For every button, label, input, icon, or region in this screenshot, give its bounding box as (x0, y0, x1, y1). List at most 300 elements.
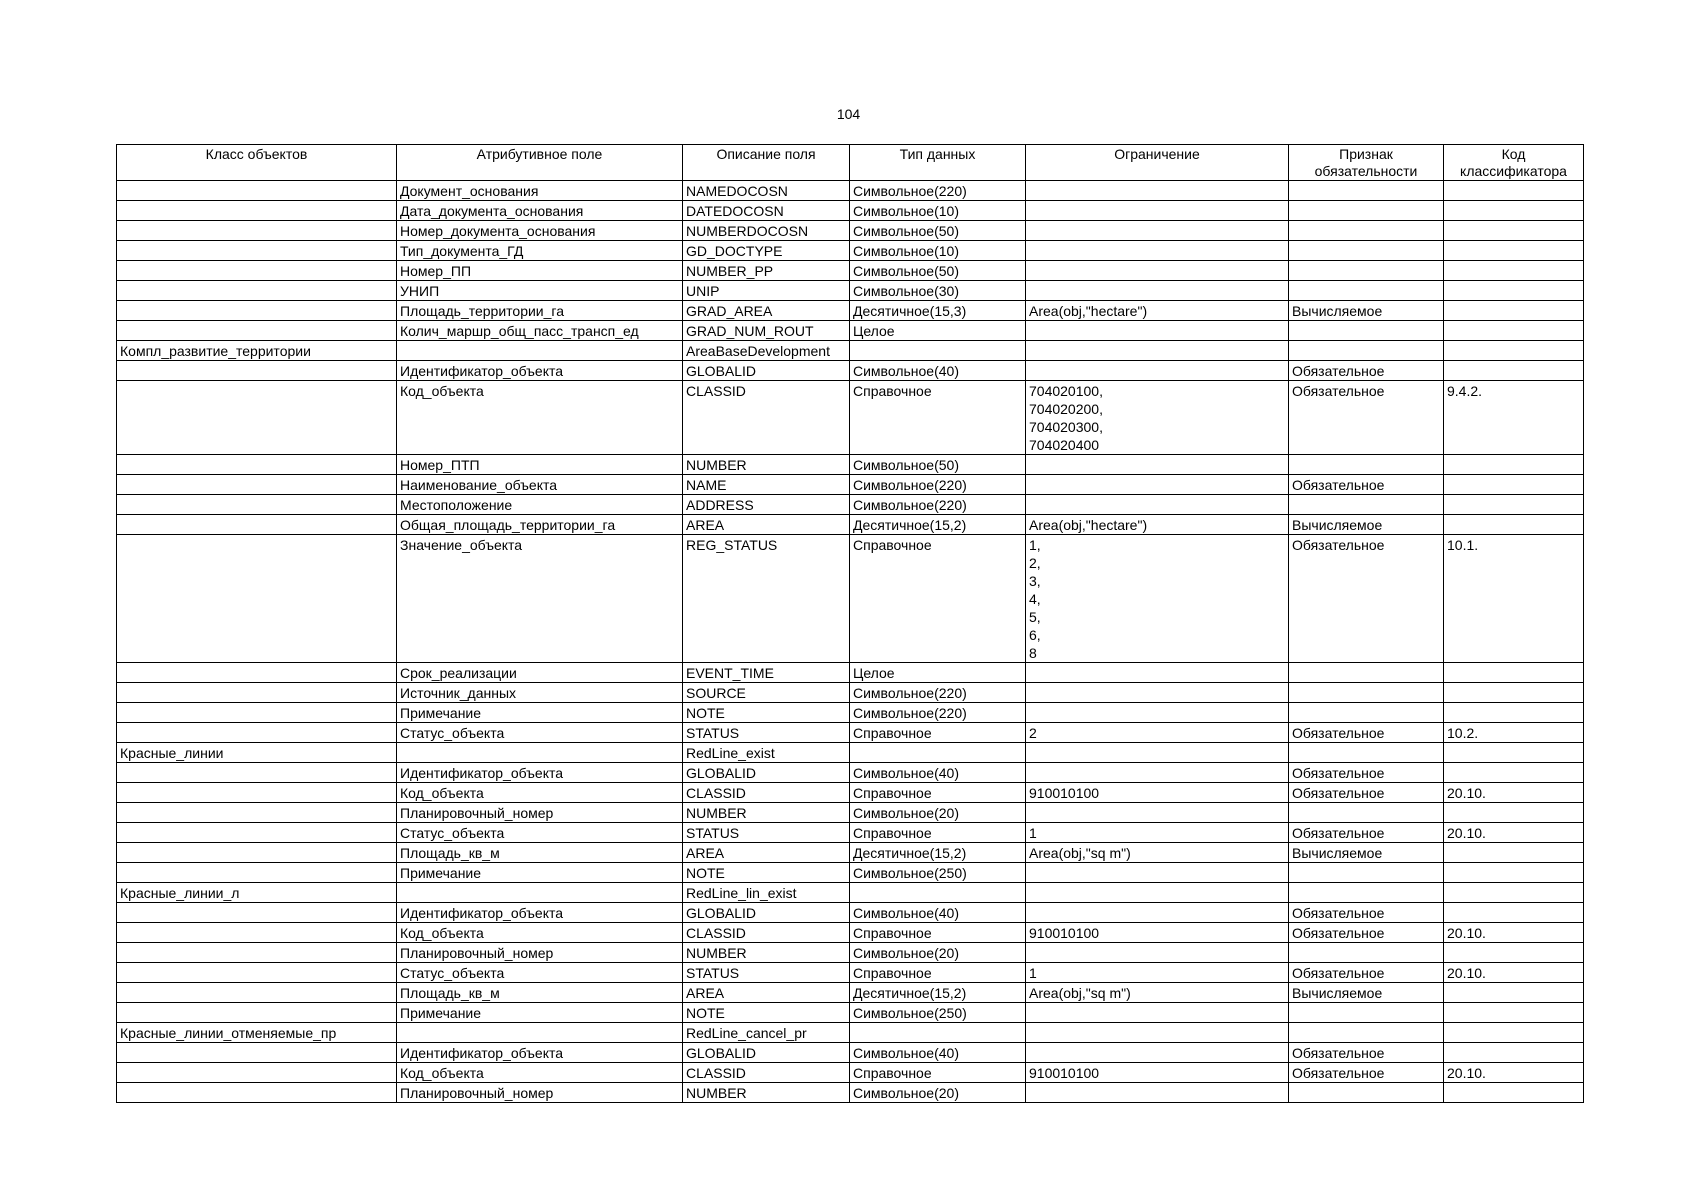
constraint-cell (1026, 943, 1289, 963)
mandatory-flag-cell: Обязательное (1289, 783, 1444, 803)
data-type-cell: Десятичное(15,3) (850, 301, 1026, 321)
mandatory-flag-cell (1289, 1083, 1444, 1103)
table-row (117, 261, 1584, 281)
field-description-cell: CLASSID (683, 783, 850, 803)
field-description-cell: GRAD_AREA (683, 301, 850, 321)
mandatory-flag-cell (1289, 281, 1444, 301)
attribute-field-cell: Площадь_территории_га (397, 301, 683, 321)
classifier-code-cell (1444, 241, 1584, 261)
mandatory-flag-cell (1289, 663, 1444, 683)
constraint-cell (1026, 683, 1289, 703)
table-row (117, 361, 1584, 381)
attribute-field-cell: Примечание (397, 1003, 683, 1023)
classifier-code-cell: 10.1. (1444, 535, 1584, 663)
constraint-cell (1026, 903, 1289, 923)
data-type-cell: Символьное(40) (850, 903, 1026, 923)
data-type-cell: Символьное(220) (850, 683, 1026, 703)
constraint-cell (1026, 743, 1289, 763)
mandatory-flag-cell (1289, 241, 1444, 261)
table-row (117, 983, 1584, 1003)
field-description-cell: STATUS (683, 723, 850, 743)
table-row (117, 843, 1584, 863)
field-description-cell: NAMEDOCOSN (683, 181, 850, 201)
data-type-cell (850, 341, 1026, 361)
field-description-cell: NUMBER (683, 803, 850, 823)
constraint-cell (1026, 201, 1289, 221)
attribute-field-cell: Код_объекта (397, 1063, 683, 1083)
data-type-cell: Символьное(10) (850, 241, 1026, 261)
object-class-cell (117, 1003, 397, 1023)
classifier-code-cell (1444, 743, 1584, 763)
mandatory-flag-cell (1289, 455, 1444, 475)
constraint-cell (1026, 321, 1289, 341)
data-type-cell: Символьное(40) (850, 361, 1026, 381)
field-description-cell: CLASSID (683, 1063, 850, 1083)
attribute-field-cell: Планировочный_номер (397, 943, 683, 963)
object-class-cell (117, 361, 397, 381)
table-row (117, 535, 1584, 663)
object-class-cell (117, 261, 397, 281)
constraint-cell: Area(obj,"hectare") (1026, 301, 1289, 321)
mandatory-flag-cell: Обязательное (1289, 535, 1444, 663)
field-description-cell: CLASSID (683, 381, 850, 455)
table-row (117, 863, 1584, 883)
constraint-cell: Area(obj,"hectare") (1026, 515, 1289, 535)
attribute-field-cell: Площадь_кв_м (397, 843, 683, 863)
constraint-cell: Area(obj,"sq m") (1026, 983, 1289, 1003)
data-type-cell (850, 1023, 1026, 1043)
table-row (117, 663, 1584, 683)
data-type-cell: Справочное (850, 535, 1026, 663)
mandatory-flag-cell: Обязательное (1289, 1043, 1444, 1063)
object-class-cell (117, 903, 397, 923)
constraint-cell: Area(obj,"sq m") (1026, 843, 1289, 863)
classifier-code-cell (1444, 515, 1584, 535)
page-number: 104 (836, 106, 861, 122)
table-row (117, 783, 1584, 803)
object-class-cell (117, 221, 397, 241)
mandatory-flag-cell (1289, 683, 1444, 703)
field-description-cell: AREA (683, 515, 850, 535)
field-description-cell: AreaBaseDevelopment (683, 341, 850, 361)
field-description-cell: GLOBALID (683, 1043, 850, 1063)
constraint-cell: 1 (1026, 823, 1289, 843)
table-row (117, 495, 1584, 515)
field-description-cell: CLASSID (683, 923, 850, 943)
object-class-cell (117, 803, 397, 823)
object-class-cell (117, 535, 397, 663)
object-class-cell (117, 381, 397, 455)
field-description-cell: STATUS (683, 823, 850, 843)
attribute-field-cell: Планировочный_номер (397, 803, 683, 823)
object-class-cell: Компл_развитие_территории (117, 341, 397, 361)
field-description-cell: GLOBALID (683, 763, 850, 783)
mandatory-flag-cell (1289, 261, 1444, 281)
data-type-cell: Справочное (850, 381, 1026, 455)
field-description-cell: ADDRESS (683, 495, 850, 515)
constraint-cell (1026, 1083, 1289, 1103)
mandatory-flag-cell (1289, 1023, 1444, 1043)
object-class-cell (117, 843, 397, 863)
data-type-cell: Справочное (850, 963, 1026, 983)
constraint-cell (1026, 281, 1289, 301)
mandatory-flag-cell: Обязательное (1289, 923, 1444, 943)
classifier-code-cell: 9.4.2. (1444, 381, 1584, 455)
attribute-field-cell: Номер_документа_основания (397, 221, 683, 241)
attribute-field-cell: Статус_объекта (397, 823, 683, 843)
object-class-cell (117, 703, 397, 723)
table-header-row (117, 145, 1584, 181)
mandatory-flag-cell (1289, 883, 1444, 903)
attribute-field-cell: Примечание (397, 703, 683, 723)
classifier-code-cell (1444, 261, 1584, 281)
constraint-cell (1026, 1003, 1289, 1023)
attribute-field-cell: Идентификатор_объекта (397, 903, 683, 923)
field-description-cell: NUMBER (683, 943, 850, 963)
classifier-code-cell (1444, 703, 1584, 723)
field-description-cell: GLOBALID (683, 903, 850, 923)
table-body (117, 181, 1584, 1103)
constraint-cell (1026, 495, 1289, 515)
header-attribute-field: Атрибутивное поле (397, 145, 683, 181)
object-class-cell: Красные_линии (117, 743, 397, 763)
field-description-cell: RedLine_lin_exist (683, 883, 850, 903)
classifier-code-cell (1444, 181, 1584, 201)
object-class-cell: Красные_линии_л (117, 883, 397, 903)
object-class-cell (117, 495, 397, 515)
table-row (117, 1083, 1584, 1103)
constraint-cell (1026, 241, 1289, 261)
mandatory-flag-cell (1289, 221, 1444, 241)
mandatory-flag-cell (1289, 321, 1444, 341)
constraint-cell (1026, 1043, 1289, 1063)
field-description-cell: NOTE (683, 1003, 850, 1023)
field-description-cell: GLOBALID (683, 361, 850, 381)
classifier-code-cell (1444, 803, 1584, 823)
classifier-code-cell (1444, 361, 1584, 381)
classifier-code-cell (1444, 475, 1584, 495)
data-type-cell: Символьное(220) (850, 703, 1026, 723)
classifier-code-cell (1444, 301, 1584, 321)
object-class-cell (117, 455, 397, 475)
attribute-field-cell (397, 341, 683, 361)
header-field-description: Описание поля (683, 145, 850, 181)
classifier-code-cell (1444, 903, 1584, 923)
classifier-code-cell (1444, 1003, 1584, 1023)
mandatory-flag-cell (1289, 1003, 1444, 1023)
field-description-cell: NOTE (683, 703, 850, 723)
mandatory-flag-cell: Вычисляемое (1289, 983, 1444, 1003)
table-row (117, 743, 1584, 763)
constraint-cell: 704020100, 704020200, 704020300, 704020400 (1026, 381, 1289, 455)
classifier-code-cell (1444, 943, 1584, 963)
classifier-code-cell: 20.10. (1444, 823, 1584, 843)
data-type-cell: Десятичное(15,2) (850, 983, 1026, 1003)
object-class-cell (117, 475, 397, 495)
header-object-class: Класс объектов (117, 145, 397, 181)
constraint-cell (1026, 341, 1289, 361)
attributes-table (116, 144, 1584, 1103)
constraint-cell: 2 (1026, 723, 1289, 743)
data-type-cell: Символьное(40) (850, 1043, 1026, 1063)
data-type-cell: Целое (850, 321, 1026, 341)
data-type-cell: Символьное(20) (850, 803, 1026, 823)
table-row (117, 201, 1584, 221)
object-class-cell (117, 301, 397, 321)
attribute-field-cell: Код_объекта (397, 381, 683, 455)
object-class-cell (117, 281, 397, 301)
table-row (117, 1003, 1584, 1023)
attribute-field-cell: Код_объекта (397, 783, 683, 803)
object-class-cell (117, 963, 397, 983)
attribute-field-cell: Идентификатор_объекта (397, 361, 683, 381)
mandatory-flag-cell (1289, 743, 1444, 763)
classifier-code-cell (1444, 663, 1584, 683)
table-row (117, 241, 1584, 261)
classifier-code-cell (1444, 863, 1584, 883)
table-row (117, 181, 1584, 201)
classifier-code-cell (1444, 341, 1584, 361)
classifier-code-cell: 10.2. (1444, 723, 1584, 743)
classifier-code-cell (1444, 1083, 1584, 1103)
table-row (117, 923, 1584, 943)
constraint-cell (1026, 261, 1289, 281)
data-type-cell: Символьное(250) (850, 1003, 1026, 1023)
data-type-cell: Символьное(40) (850, 763, 1026, 783)
field-description-cell: REG_STATUS (683, 535, 850, 663)
object-class-cell (117, 783, 397, 803)
object-class-cell (117, 1083, 397, 1103)
constraint-cell (1026, 663, 1289, 683)
object-class-cell (117, 1063, 397, 1083)
table-row (117, 723, 1584, 743)
data-type-cell (850, 743, 1026, 763)
field-description-cell: NAME (683, 475, 850, 495)
field-description-cell: NUMBERDOCOSN (683, 221, 850, 241)
mandatory-flag-cell (1289, 803, 1444, 823)
mandatory-flag-cell (1289, 181, 1444, 201)
field-description-cell: DATEDOCOSN (683, 201, 850, 221)
data-type-cell: Десятичное(15,2) (850, 515, 1026, 535)
object-class-cell (117, 663, 397, 683)
data-type-cell: Символьное(20) (850, 943, 1026, 963)
field-description-cell: NUMBER (683, 1083, 850, 1103)
table-row (117, 281, 1584, 301)
data-type-cell: Справочное (850, 823, 1026, 843)
attribute-field-cell: Тип_документа_ГД (397, 241, 683, 261)
table-row (117, 321, 1584, 341)
field-description-cell: RedLine_cancel_pr (683, 1023, 850, 1043)
attribute-field-cell (397, 883, 683, 903)
object-class-cell (117, 321, 397, 341)
classifier-code-cell (1444, 321, 1584, 341)
attribute-field-cell: Срок_реализации (397, 663, 683, 683)
classifier-code-cell (1444, 455, 1584, 475)
attribute-field-cell: Площадь_кв_м (397, 983, 683, 1003)
classifier-code-cell (1444, 201, 1584, 221)
constraint-cell (1026, 863, 1289, 883)
header-data-type: Тип данных (850, 145, 1026, 181)
attribute-field-cell: Идентификатор_объекта (397, 1043, 683, 1063)
constraint-cell: 910010100 (1026, 1063, 1289, 1083)
classifier-code-cell (1444, 495, 1584, 515)
header-classifier-code: Код классификатора (1444, 145, 1584, 181)
attribute-field-cell: Номер_ПТП (397, 455, 683, 475)
constraint-cell (1026, 1023, 1289, 1043)
mandatory-flag-cell (1289, 201, 1444, 221)
object-class-cell (117, 983, 397, 1003)
object-class-cell (117, 823, 397, 843)
attribute-field-cell: Идентификатор_объекта (397, 763, 683, 783)
classifier-code-cell (1444, 683, 1584, 703)
field-description-cell: GD_DOCTYPE (683, 241, 850, 261)
field-description-cell: STATUS (683, 963, 850, 983)
data-type-cell: Символьное(10) (850, 201, 1026, 221)
classifier-code-cell (1444, 763, 1584, 783)
field-description-cell: EVENT_TIME (683, 663, 850, 683)
data-type-cell: Символьное(50) (850, 221, 1026, 241)
data-type-cell: Символьное(50) (850, 455, 1026, 475)
attribute-field-cell: Источник_данных (397, 683, 683, 703)
field-description-cell: GRAD_NUM_ROUT (683, 321, 850, 341)
attribute-field-cell: Значение_объекта (397, 535, 683, 663)
object-class-cell: Красные_линии_отменяемые_пр (117, 1023, 397, 1043)
field-description-cell: UNIP (683, 281, 850, 301)
table-row (117, 341, 1584, 361)
object-class-cell (117, 1043, 397, 1063)
constraint-cell (1026, 703, 1289, 723)
attribute-field-cell: Местоположение (397, 495, 683, 515)
object-class-cell (117, 923, 397, 943)
attribute-field-cell: Номер_ПП (397, 261, 683, 281)
constraint-cell: 1, 2, 3, 4, 5, 6, 8 (1026, 535, 1289, 663)
table-row (117, 1023, 1584, 1043)
table-row (117, 883, 1584, 903)
table-row (117, 943, 1584, 963)
data-type-cell: Символьное(20) (850, 1083, 1026, 1103)
table-row (117, 763, 1584, 783)
mandatory-flag-cell: Обязательное (1289, 1063, 1444, 1083)
table-row (117, 963, 1584, 983)
object-class-cell (117, 863, 397, 883)
field-description-cell: NOTE (683, 863, 850, 883)
mandatory-flag-cell: Обязательное (1289, 823, 1444, 843)
constraint-cell (1026, 475, 1289, 495)
attribute-field-cell: Примечание (397, 863, 683, 883)
constraint-cell (1026, 181, 1289, 201)
classifier-code-cell (1444, 221, 1584, 241)
table-row (117, 515, 1584, 535)
mandatory-flag-cell (1289, 943, 1444, 963)
table-row (117, 301, 1584, 321)
attribute-field-cell (397, 1023, 683, 1043)
mandatory-flag-cell (1289, 703, 1444, 723)
table-row (117, 475, 1584, 495)
data-type-cell: Целое (850, 663, 1026, 683)
constraint-cell (1026, 803, 1289, 823)
constraint-cell: 910010100 (1026, 923, 1289, 943)
classifier-code-cell (1444, 843, 1584, 863)
data-type-cell: Символьное(50) (850, 261, 1026, 281)
mandatory-flag-cell: Обязательное (1289, 903, 1444, 923)
attribute-field-cell: Статус_объекта (397, 723, 683, 743)
mandatory-flag-cell: Вычисляемое (1289, 843, 1444, 863)
mandatory-flag-cell: Обязательное (1289, 723, 1444, 743)
constraint-cell: 910010100 (1026, 783, 1289, 803)
table-row (117, 703, 1584, 723)
mandatory-flag-cell: Обязательное (1289, 963, 1444, 983)
attribute-field-cell: Документ_основания (397, 181, 683, 201)
data-type-cell: Десятичное(15,2) (850, 843, 1026, 863)
table-row (117, 1043, 1584, 1063)
data-type-cell: Символьное(220) (850, 475, 1026, 495)
header-constraint: Ограничение (1026, 145, 1289, 181)
data-type-cell: Справочное (850, 923, 1026, 943)
table-row (117, 381, 1584, 455)
attribute-field-cell: Статус_объекта (397, 963, 683, 983)
table-row (117, 823, 1584, 843)
constraint-cell: 1 (1026, 963, 1289, 983)
object-class-cell (117, 201, 397, 221)
constraint-cell (1026, 883, 1289, 903)
mandatory-flag-cell: Вычисляемое (1289, 515, 1444, 535)
constraint-cell (1026, 221, 1289, 241)
field-description-cell: NUMBER (683, 455, 850, 475)
table-row (117, 1063, 1584, 1083)
data-type-cell: Справочное (850, 783, 1026, 803)
classifier-code-cell (1444, 1043, 1584, 1063)
object-class-cell (117, 723, 397, 743)
attribute-field-cell: Код_объекта (397, 923, 683, 943)
mandatory-flag-cell (1289, 341, 1444, 361)
data-type-cell: Символьное(220) (850, 181, 1026, 201)
attribute-field-cell: Наименование_объекта (397, 475, 683, 495)
data-type-cell (850, 883, 1026, 903)
field-description-cell: NUMBER_PP (683, 261, 850, 281)
object-class-cell (117, 515, 397, 535)
attribute-field-cell: Колич_маршр_общ_пасс_трансп_ед (397, 321, 683, 341)
object-class-cell (117, 181, 397, 201)
mandatory-flag-cell: Обязательное (1289, 381, 1444, 455)
constraint-cell (1026, 361, 1289, 381)
mandatory-flag-cell (1289, 495, 1444, 515)
data-type-cell: Символьное(30) (850, 281, 1026, 301)
mandatory-flag-cell: Вычисляемое (1289, 301, 1444, 321)
data-type-cell: Справочное (850, 1063, 1026, 1083)
classifier-code-cell: 20.10. (1444, 1063, 1584, 1083)
table-row (117, 455, 1584, 475)
mandatory-flag-cell: Обязательное (1289, 763, 1444, 783)
mandatory-flag-cell (1289, 863, 1444, 883)
object-class-cell (117, 241, 397, 261)
object-class-cell (117, 943, 397, 963)
attribute-field-cell: Планировочный_номер (397, 1083, 683, 1103)
field-description-cell: SOURCE (683, 683, 850, 703)
table-row (117, 221, 1584, 241)
constraint-cell (1026, 455, 1289, 475)
attribute-field-cell (397, 743, 683, 763)
classifier-code-cell (1444, 883, 1584, 903)
field-description-cell: AREA (683, 983, 850, 1003)
header-mandatory-flag: Признак обязательности (1289, 145, 1444, 181)
constraint-cell (1026, 763, 1289, 783)
classifier-code-cell: 20.10. (1444, 923, 1584, 943)
data-type-cell: Символьное(220) (850, 495, 1026, 515)
mandatory-flag-cell: Обязательное (1289, 361, 1444, 381)
data-type-cell: Справочное (850, 723, 1026, 743)
classifier-code-cell (1444, 983, 1584, 1003)
classifier-code-cell (1444, 281, 1584, 301)
